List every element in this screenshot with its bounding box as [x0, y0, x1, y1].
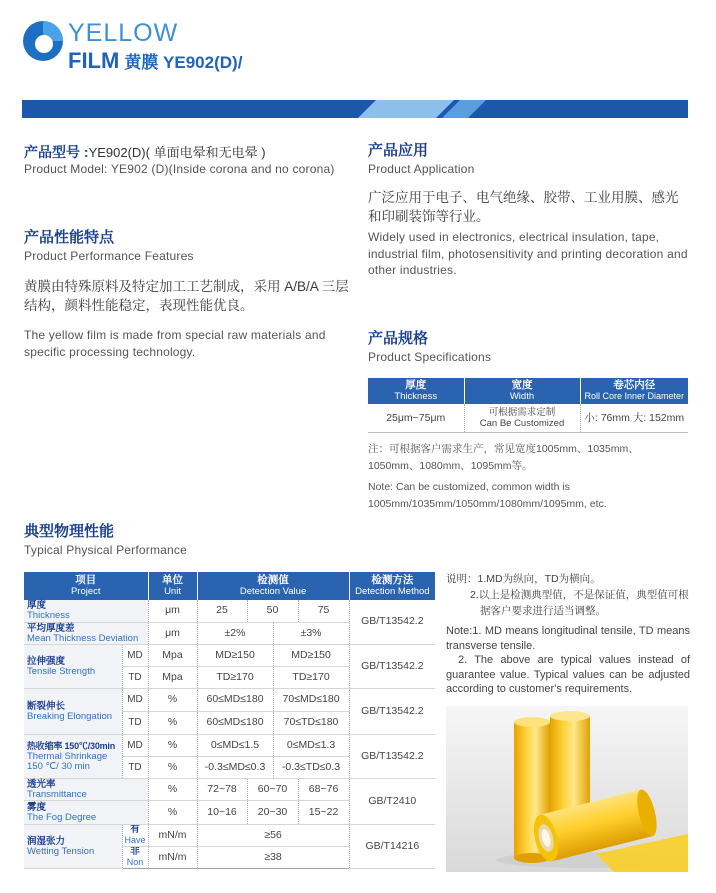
spec-header-width: [464, 378, 580, 404]
method-cell: GB/T13542.2: [349, 600, 435, 644]
value-cell: 0≤MD≤1.5: [197, 734, 273, 756]
brand-title-rest: 黄膜 YE902(D)/: [124, 53, 243, 72]
features-body-en: The yellow film is made from special raw materials and specific processing technology.: [24, 328, 326, 359]
unit-cell: mN/m: [148, 846, 197, 868]
spec-header-cn: 卷芯内径: [613, 379, 656, 391]
physical-performance-table: [24, 572, 435, 869]
project-cn: 平均厚度差: [27, 622, 75, 634]
product-model: [24, 142, 266, 162]
project-cell: [24, 734, 122, 778]
project-cn: 润湿张力: [27, 835, 66, 847]
physical-title-cn: 典型物理性能: [24, 523, 115, 540]
header-banner-bar: [22, 100, 688, 118]
value-cell: 60~70: [247, 778, 298, 800]
features-title-cn: 产品性能特点: [24, 229, 115, 246]
project-cell: [24, 824, 122, 868]
project-en: Breaking Elongation: [27, 710, 113, 722]
project-cell: [24, 644, 122, 688]
spec-header-thickness: [368, 378, 464, 404]
spec-header-cn: 宽度: [511, 379, 533, 391]
remark-en-1: Note:1. MD means longitudinal tensile, TD means transverse tensile.: [446, 625, 690, 652]
spec-width-en: Can Be Customized: [479, 418, 565, 429]
direction-cell: TD: [122, 666, 148, 688]
direction-cn: 非: [130, 846, 140, 857]
header-project: [24, 572, 148, 600]
direction-cell: MD: [122, 688, 148, 711]
header-cn: 检测值: [257, 574, 289, 586]
method-cell: GB/T2410: [349, 778, 435, 824]
project-cn: 厚度: [27, 600, 47, 612]
header-en: Unit: [164, 586, 181, 597]
value-cell: 60≤MD≤180: [197, 711, 273, 734]
unit-cell: %: [148, 711, 197, 734]
value-cell: 50: [247, 600, 298, 622]
application-body-cn: 广泛应用于电子、电气绝缘、胶带、工业用膜、感光和印刷装饰等行业。: [368, 190, 679, 224]
value-cell: -0.3≤TD≤0.3: [273, 756, 349, 778]
project-en: Thermal Shrinkage 150 ℃/ 30 min: [27, 750, 108, 772]
value-cell: ≥38: [197, 846, 349, 868]
brand-title-bold: FILM: [68, 48, 120, 73]
header-en: Project: [70, 586, 101, 597]
unit-cell: mN/m: [148, 824, 197, 846]
project-en: Transmittance: [27, 788, 87, 800]
project-cell: [24, 600, 148, 622]
specifications-note-cn: 注：可根据客户需求生产，常见宽度1005mm、1035mm、1050mm、1080mm、1095mm等。: [368, 443, 639, 472]
project-en: The Fog Degree: [27, 811, 97, 823]
application-body-en: Widely used in electronics, electrical insulation, tape, industrial film, photosensitivity and printing decoration and other industries.: [368, 230, 688, 277]
value-cell: 15~22: [298, 800, 349, 824]
direction-cell: MD: [122, 644, 148, 666]
value-cell: -0.3≤MD≤0.3: [197, 756, 273, 778]
table-row-transmittance: [24, 778, 435, 800]
specifications-table: [368, 378, 688, 433]
unit-cell: %: [148, 800, 197, 824]
specifications-value-row: [368, 404, 688, 433]
header-detection-method: [349, 572, 435, 600]
unit-cell: %: [148, 778, 197, 800]
value-cell: ±3%: [273, 622, 349, 644]
specifications-header-row: [368, 378, 688, 404]
value-cell: 0≤MD≤1.3: [273, 734, 349, 756]
product-photo: [446, 706, 688, 872]
header-en: Detection Method: [355, 586, 430, 597]
project-en: Thickness: [27, 610, 70, 622]
value-cell: MD≥150: [273, 644, 349, 666]
specifications-note-en: Note: Can be customized, common width is 1005mm/1035mm/1050mm/1080mm/1095mm, etc.: [368, 481, 607, 510]
spec-header-en: Roll Core Inner Diameter: [584, 391, 685, 401]
value-cell: 60≤MD≤180: [197, 688, 273, 711]
remark-en-2: 2. The above are typical values instead of guarantee value. Typical values can be adjusted according to customer's requirements.: [446, 654, 690, 695]
value-cell: 20~30: [247, 800, 298, 824]
brand-title: [68, 48, 242, 77]
table-row-thickness: [24, 600, 435, 622]
spec-core-value: 小: 76mm 大: 152mm: [580, 404, 688, 433]
value-cell: ±2%: [197, 622, 273, 644]
value-cell: TD≥170: [197, 666, 273, 688]
direction-cell: MD: [122, 734, 148, 756]
value-cell: ≥56: [197, 824, 349, 846]
remark-cn-2: 2.以上是检测典型值，不是保证值，典型值可根据客户要求进行适当调整。: [470, 589, 689, 617]
direction-cell: [122, 846, 148, 868]
features-body-cn: 黄膜由特殊原料及特定加工工艺制成，采用 A/B/A 三层结构，颜料性能稳定，表现性能优良。: [24, 279, 349, 313]
table-row-elongation-md: [24, 688, 435, 711]
unit-cell: %: [148, 756, 197, 778]
specifications-title-cn: 产品规格: [368, 330, 429, 347]
unit-cell: %: [148, 734, 197, 756]
project-cn: 拉伸强度: [27, 655, 66, 667]
method-cell: GB/T13542.2: [349, 688, 435, 734]
remark-cn-1: 说明：1.MD为纵向，TD为横向。: [446, 573, 601, 585]
table-row-tensile-md: [24, 644, 435, 666]
project-en: Mean Thickness Deviation: [27, 632, 139, 644]
table-row-wetting-have: [24, 824, 435, 846]
direction-en: Have: [124, 835, 146, 845]
direction-cell: TD: [122, 711, 148, 734]
header-cn: 项目: [75, 574, 97, 586]
direction-en: Non: [126, 857, 144, 867]
remarks-cn: [446, 571, 690, 619]
value-cell: 70≤TD≤180: [273, 711, 349, 734]
value-cell: MD≥150: [197, 644, 273, 666]
value-cell: 72~78: [197, 778, 247, 800]
project-cn: 透光率: [27, 778, 56, 790]
project-en: Tensile Strength: [27, 665, 96, 677]
direction-cn: 有: [130, 824, 140, 835]
value-cell: 68~76: [298, 778, 349, 800]
project-en: Wetting Tension: [27, 845, 95, 857]
circle-logo-icon: [22, 20, 64, 62]
product-model-en: Product Model: YE902 (D)(Inside corona and no corona): [24, 162, 335, 176]
physical-title-en: Typical Physical Performance: [24, 543, 187, 557]
method-cell: GB/T13542.2: [349, 734, 435, 778]
remarks-en: [446, 624, 690, 697]
value-cell: 75: [298, 600, 349, 622]
unit-cell: Mpa: [148, 644, 197, 666]
value-cell: 10~16: [197, 800, 247, 824]
project-cn: 断裂伸长: [27, 700, 66, 712]
application-title-cn: 产品应用: [368, 142, 429, 159]
specifications-title-en: Product Specifications: [368, 350, 492, 364]
unit-cell: μm: [148, 600, 197, 622]
direction-cell: TD: [122, 756, 148, 778]
direction-cell: [122, 824, 148, 846]
spec-width-cn: 可根据需求定制: [488, 407, 556, 418]
value-cell: 70≤MD≤180: [273, 688, 349, 711]
header-unit: [148, 572, 197, 600]
features-title-en: Product Performance Features: [24, 249, 194, 263]
project-cell: [24, 688, 122, 734]
spec-width-value: [464, 404, 580, 433]
header-detection-value: [197, 572, 349, 600]
method-cell: GB/T13542.2: [349, 644, 435, 688]
method-cell: GB/T14216: [349, 824, 435, 868]
project-cell: [24, 800, 148, 824]
spec-header-en: Width: [509, 391, 535, 402]
project-cell: [24, 622, 148, 644]
brand-line-1: YELLOW: [68, 19, 179, 47]
spec-header-en: Thickness: [394, 391, 438, 402]
product-model-value: YE902(D)( 单面电晕和无电晕 ): [88, 145, 266, 160]
table-row-shrinkage-md: [24, 734, 435, 756]
spec-header-cn: 厚度: [405, 379, 427, 391]
value-cell: TD≥170: [273, 666, 349, 688]
unit-cell: μm: [148, 622, 197, 644]
application-title-en: Product Application: [368, 162, 475, 176]
header-en: Detection Value: [239, 586, 307, 597]
header-cn: 检测方法: [371, 574, 414, 586]
product-model-label: 产品型号 :: [24, 144, 89, 160]
value-cell: 25: [197, 600, 247, 622]
header-cn: 单位: [162, 574, 184, 586]
unit-cell: %: [148, 688, 197, 711]
physical-header-row: [24, 572, 435, 600]
spec-thickness-value: 25μm~75μm: [368, 404, 464, 433]
project-cn: 热收缩率 150℃/30min: [27, 740, 116, 751]
project-cell: [24, 778, 148, 800]
unit-cell: Mpa: [148, 666, 197, 688]
project-cn: 雾度: [27, 801, 47, 813]
spec-header-core: [580, 378, 688, 404]
